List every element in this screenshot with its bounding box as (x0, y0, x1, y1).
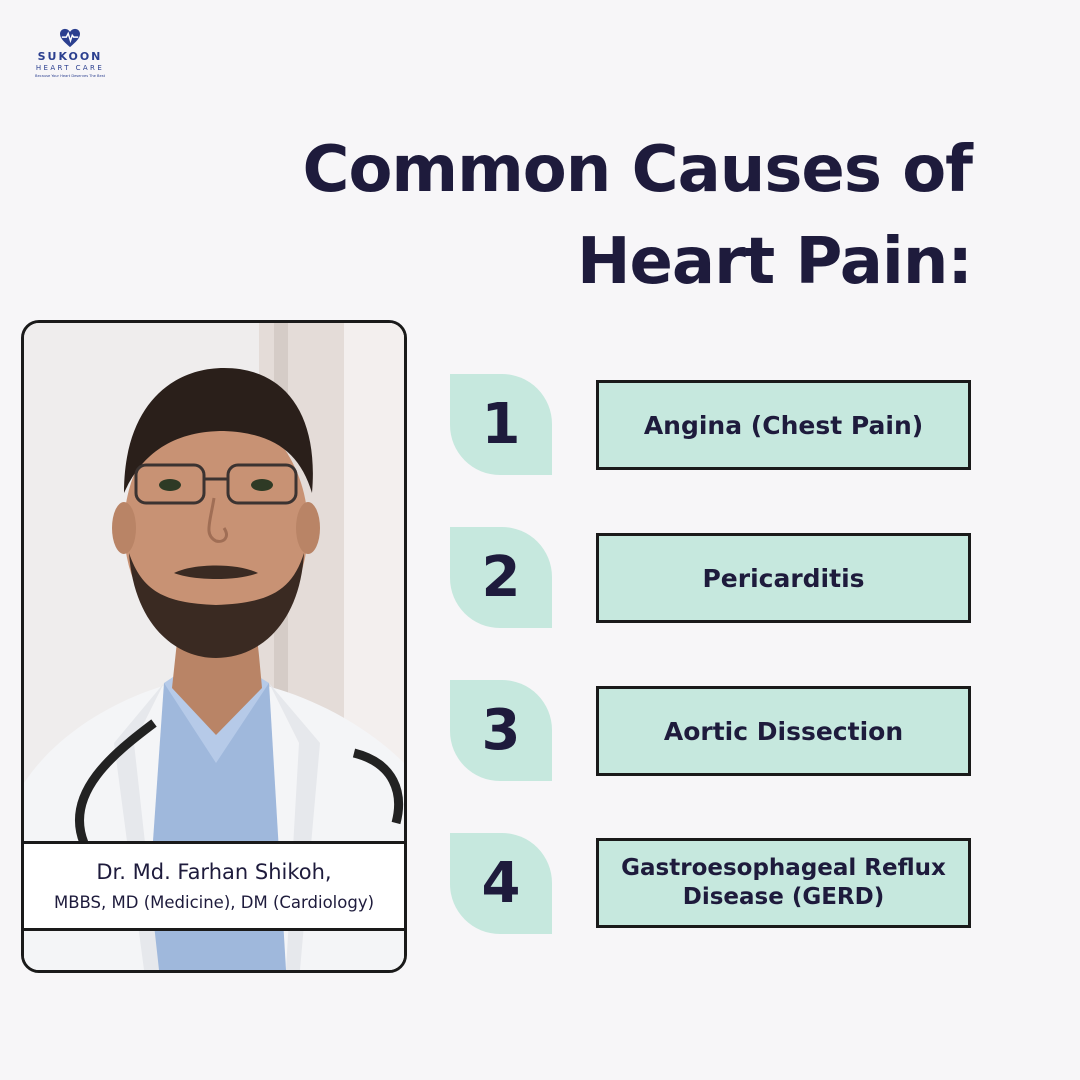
doctor-name: Dr. Md. Farhan Shikoh, (96, 860, 332, 884)
cause-number-3: 3 (450, 680, 552, 781)
title-line-2: Heart Pain: (576, 225, 972, 299)
doctor-name-card (21, 841, 407, 931)
title-line-1: Common Causes of (302, 133, 972, 207)
cause-item-angina: Angina (Chest Pain) (596, 380, 971, 470)
brand-tagline: Because Your Heart Deserves The Best (35, 74, 105, 78)
heart-pulse-icon (59, 28, 81, 48)
brand-subtitle: HEART CARE (35, 64, 105, 72)
cause-number-1: 1 (450, 374, 552, 475)
cause-item-aortic-dissection: Aortic Dissection (596, 686, 971, 776)
brand-name: SUKOON (37, 50, 103, 63)
cause-item-gerd: Gastroesophageal Reflux Disease (GERD) (596, 838, 971, 928)
doctor-credentials: MBBS, MD (Medicine), DM (Cardiology) (53, 893, 375, 912)
cause-number-4: 4 (450, 833, 552, 934)
page-title (272, 124, 972, 308)
doctor-photo-frame (21, 320, 407, 973)
cause-item-pericarditis: Pericarditis (596, 533, 971, 623)
brand-logo (26, 28, 114, 90)
cause-number-2: 2 (450, 527, 552, 628)
